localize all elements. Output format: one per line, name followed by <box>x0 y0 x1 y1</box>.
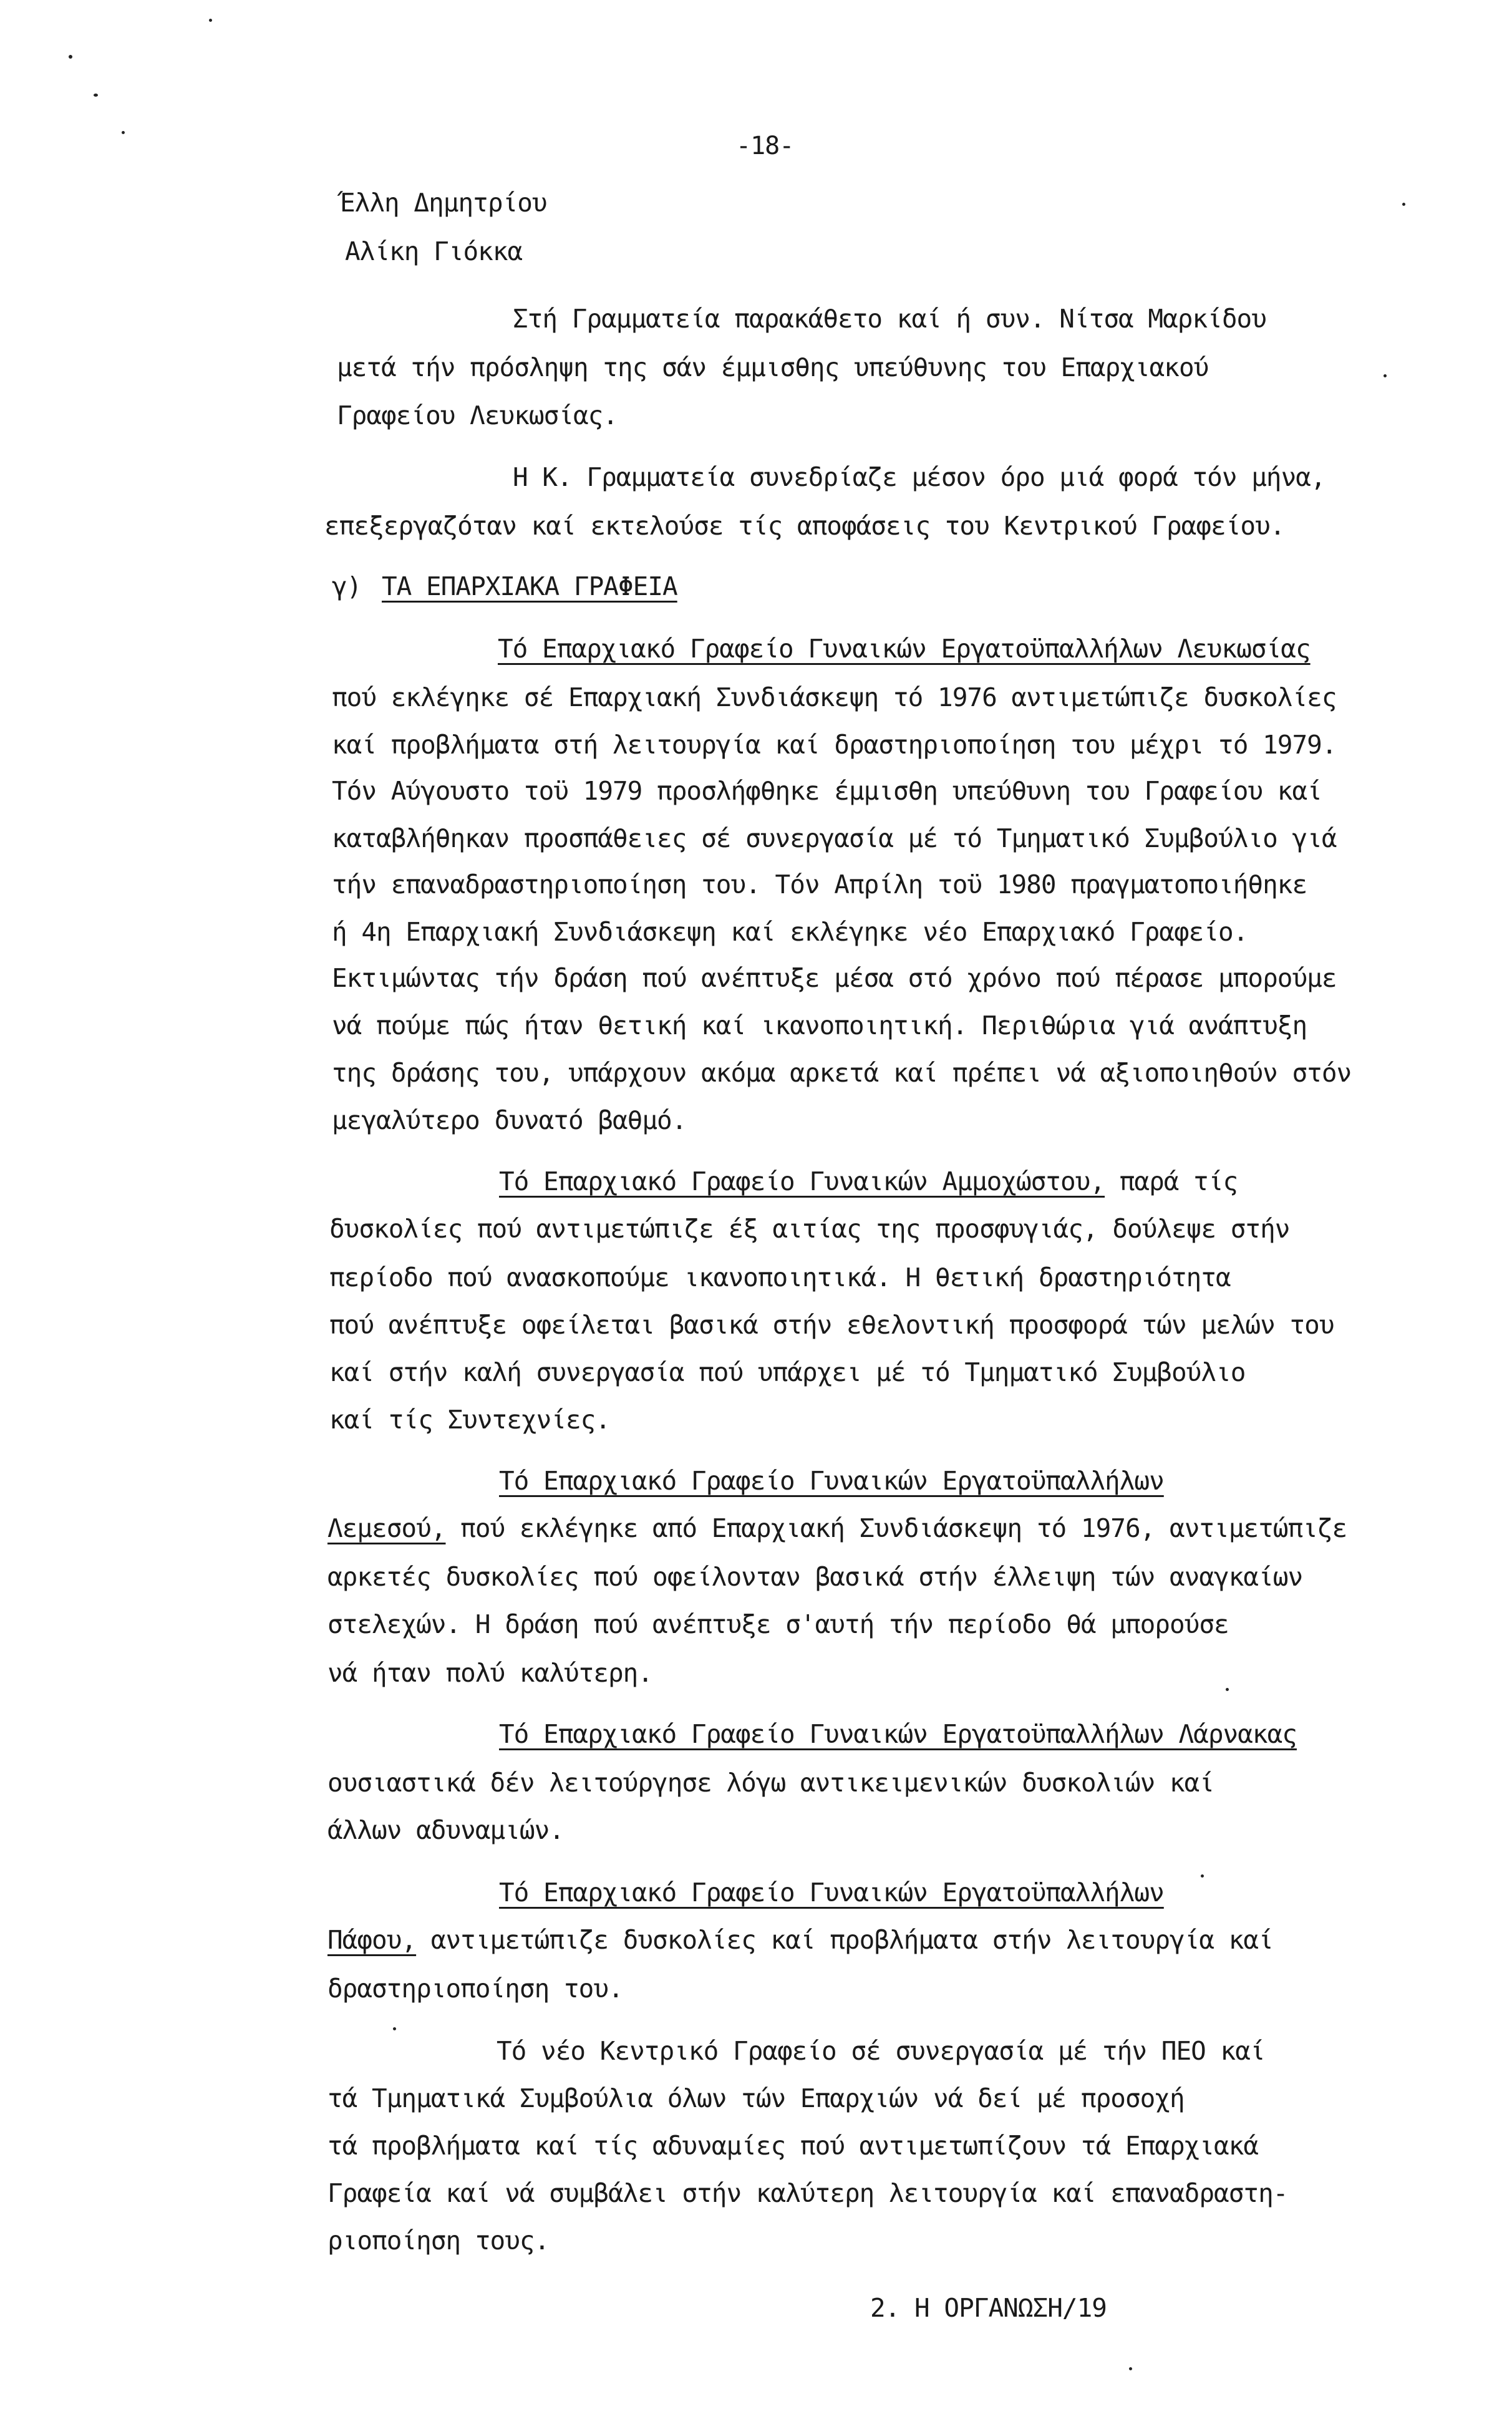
paragraph-heading-line <box>327 1511 1347 1546</box>
text-line: τήν επαναδραστηριοποίηση του. Τόν Απρίλη τοϋ 1980 πραγματοποιήθηκε <box>332 870 1307 899</box>
paragraph-heading: Τό Επαρχιακό Γραφείο Γυναικών Εργατοϋπαλλήλων Λάρνακας <box>499 1719 1297 1749</box>
text-line: ουσιαστικά δέν λειτούργησε λόγω αντικειμενικών δυσκολιών καί <box>327 1768 1214 1798</box>
text-line: Γραφεία καί νά συμβάλει στήν καλύτερη λειτουργία καί επαναδραστη- <box>327 2178 1288 2208</box>
section-heading: ΤΑ ΕΠΑΡΧΙΑΚΑ ΓΡΑΦΕΙΑ <box>382 571 677 601</box>
scan-speck <box>209 19 212 22</box>
text-line: Τό νέο Κεντρικό Γραφείο σέ συνεργασία μέ τήν ΠΕΟ καί <box>497 2036 1265 2066</box>
page-number: -18- <box>736 132 794 160</box>
text-line: δυσκολίες πού αντιμετώπιζε έξ αιτίας της προσφυγιάς, δούλεψε στήν <box>329 1214 1290 1244</box>
section-label: γ) <box>332 571 362 601</box>
text-fragment: πού εκλέγηκε από Επαρχιακή Συνδιάσκεψη τό 1976, αντιμετώπιζε <box>445 1513 1347 1543</box>
text-line: καταβλήθηκαν προσπάθειες σέ συνεργασία μέ τό Τμηματικό Συμβούλιο γιά <box>332 823 1337 853</box>
text-line: τά προβλήματα καί τίς αδυναμίες πού αντιμετωπίζουν τά Επαρχιακά <box>327 2131 1259 2161</box>
text-line: Τόν Αύγουστο τοϋ 1979 προσλήφθηκε έμμισθη υπεύθυνη του Γραφείου καί <box>332 776 1322 806</box>
text-line: άλλων αδυναμιών. <box>327 1815 564 1845</box>
scan-speck <box>1129 2367 1132 2370</box>
catchword: 2. Η ΟΡΓΑΝΩΣΗ/19 <box>870 2293 1107 2323</box>
text-line: περίοδο πού ανασκοπούμε ικανοποιητικά. Η θετική δραστηριότητα <box>329 1263 1231 1292</box>
text-line: Εκτιμώντας τήν δράση πού ανέπτυξε μέσα στό χρόνο πού πέρασε μπορούμε <box>332 963 1337 993</box>
scan-speck <box>94 94 98 97</box>
scan-speck <box>1201 1874 1204 1878</box>
scan-speck <box>1226 1688 1229 1691</box>
text-line: ή 4η Επαρχιακή Συνδιάσκεψη καί εκλέγηκε νέο Επαρχιακό Γραφείο. <box>332 917 1248 947</box>
text-line: καί προβλήματα στή λειτουργία καί δραστηριοποίηση του μέχρι τό 1979. <box>332 730 1337 760</box>
paragraph-heading-line <box>499 1164 1238 1199</box>
signatory-name: Έλλη Δημητρίου <box>340 188 547 218</box>
scan-speck <box>1384 374 1387 377</box>
scan-speck <box>1402 203 1405 206</box>
text-line: ριοποίηση τους. <box>327 2226 550 2256</box>
paragraph-heading: Τό Επαρχιακό Γραφείο Γυναικών Εργατοϋπαλλήλων Λευκωσίας <box>498 634 1311 664</box>
text-line: Στή Γραμματεία παρακάθετο καί ή συν. Νίτσα Μαρκίδου <box>513 304 1266 334</box>
text-line: καί τίς Συντεχνίες. <box>329 1405 610 1435</box>
paragraph-heading: Λεμεσού, <box>327 1513 446 1543</box>
text-line: αρκετές δυσκολίες πού οφείλονταν βασικά στήν έλλειψη τών αναγκαίων <box>327 1562 1303 1592</box>
text-line: επεξεργαζόταν καί εκτελούσε τίς αποφάσεις του Κεντρικού Γραφείου. <box>324 511 1285 541</box>
text-line: νά ήταν πολύ καλύτερη. <box>327 1658 653 1688</box>
paragraph-heading: Πάφου, <box>327 1925 417 1955</box>
text-line: πού εκλέγηκε σέ Επαρχιακή Συνδιάσκεψη τό 1976 αντιμετώπιζε δυσκολίες <box>332 682 1337 712</box>
text-line: δραστηριοποίηση του. <box>327 1974 623 2004</box>
text-line: τά Τμηματικά Συμβούλια όλων τών Επαρχιών νά δεί μέ προσοχή <box>327 2083 1185 2113</box>
text-line: μεγαλύτερο δυνατό βαθμό. <box>332 1105 687 1135</box>
text-line: νά πούμε πώς ήταν θετική καί ικανοποιητική. Περιθώρια γιά ανάπτυξη <box>332 1011 1307 1040</box>
signatory-name: Αλίκη Γιόκκα <box>345 236 523 266</box>
text-line: πού ανέπτυξε οφείλεται βασικά στήν εθελοντική προσφορά τών μελών του <box>329 1310 1334 1340</box>
paragraph-heading-line <box>327 1922 1273 1957</box>
text-line: της δράσης του, υπάρχουν ακόμα αρκετά καί πρέπει νά αξιοποιηθούν στόν <box>332 1058 1352 1088</box>
text-line: Η Κ. Γραμματεία συνεδρίαζε μέσον όρο μιά φορά τόν μήνα, <box>513 462 1325 492</box>
text-fragment: παρά τίς <box>1105 1166 1238 1196</box>
scan-speck <box>69 55 72 59</box>
text-line: Γραφείου Λευκωσίας. <box>337 400 618 430</box>
paragraph-heading: Τό Επαρχιακό Γραφείο Γυναικών Αμμοχώστου, <box>499 1166 1105 1196</box>
scan-speck <box>122 131 125 134</box>
text-line: στελεχών. Η δράση πού ανέπτυξε σ'αυτή τήν περίοδο θά μπορούσε <box>327 1609 1229 1639</box>
text-line: καί στήν καλή συνεργασία πού υπάρχει μέ τό Τμηματικό Συμβούλιο <box>329 1357 1246 1387</box>
paragraph-heading: Τό Επαρχιακό Γραφείο Γυναικών Εργατοϋπαλλήλων <box>499 1466 1164 1496</box>
paragraph-heading: Τό Επαρχιακό Γραφείο Γυναικών Εργατοϋπαλλήλων <box>499 1878 1164 1907</box>
scan-speck <box>393 2027 396 2030</box>
text-fragment: αντιμετώπιζε δυσκολίες καί προβλήματα στήν λειτουργία καί <box>416 1925 1273 1955</box>
text-line: μετά τήν πρόσληψη της σάν έμμισθης υπεύθυνης του Επαρχιακού <box>337 352 1209 382</box>
